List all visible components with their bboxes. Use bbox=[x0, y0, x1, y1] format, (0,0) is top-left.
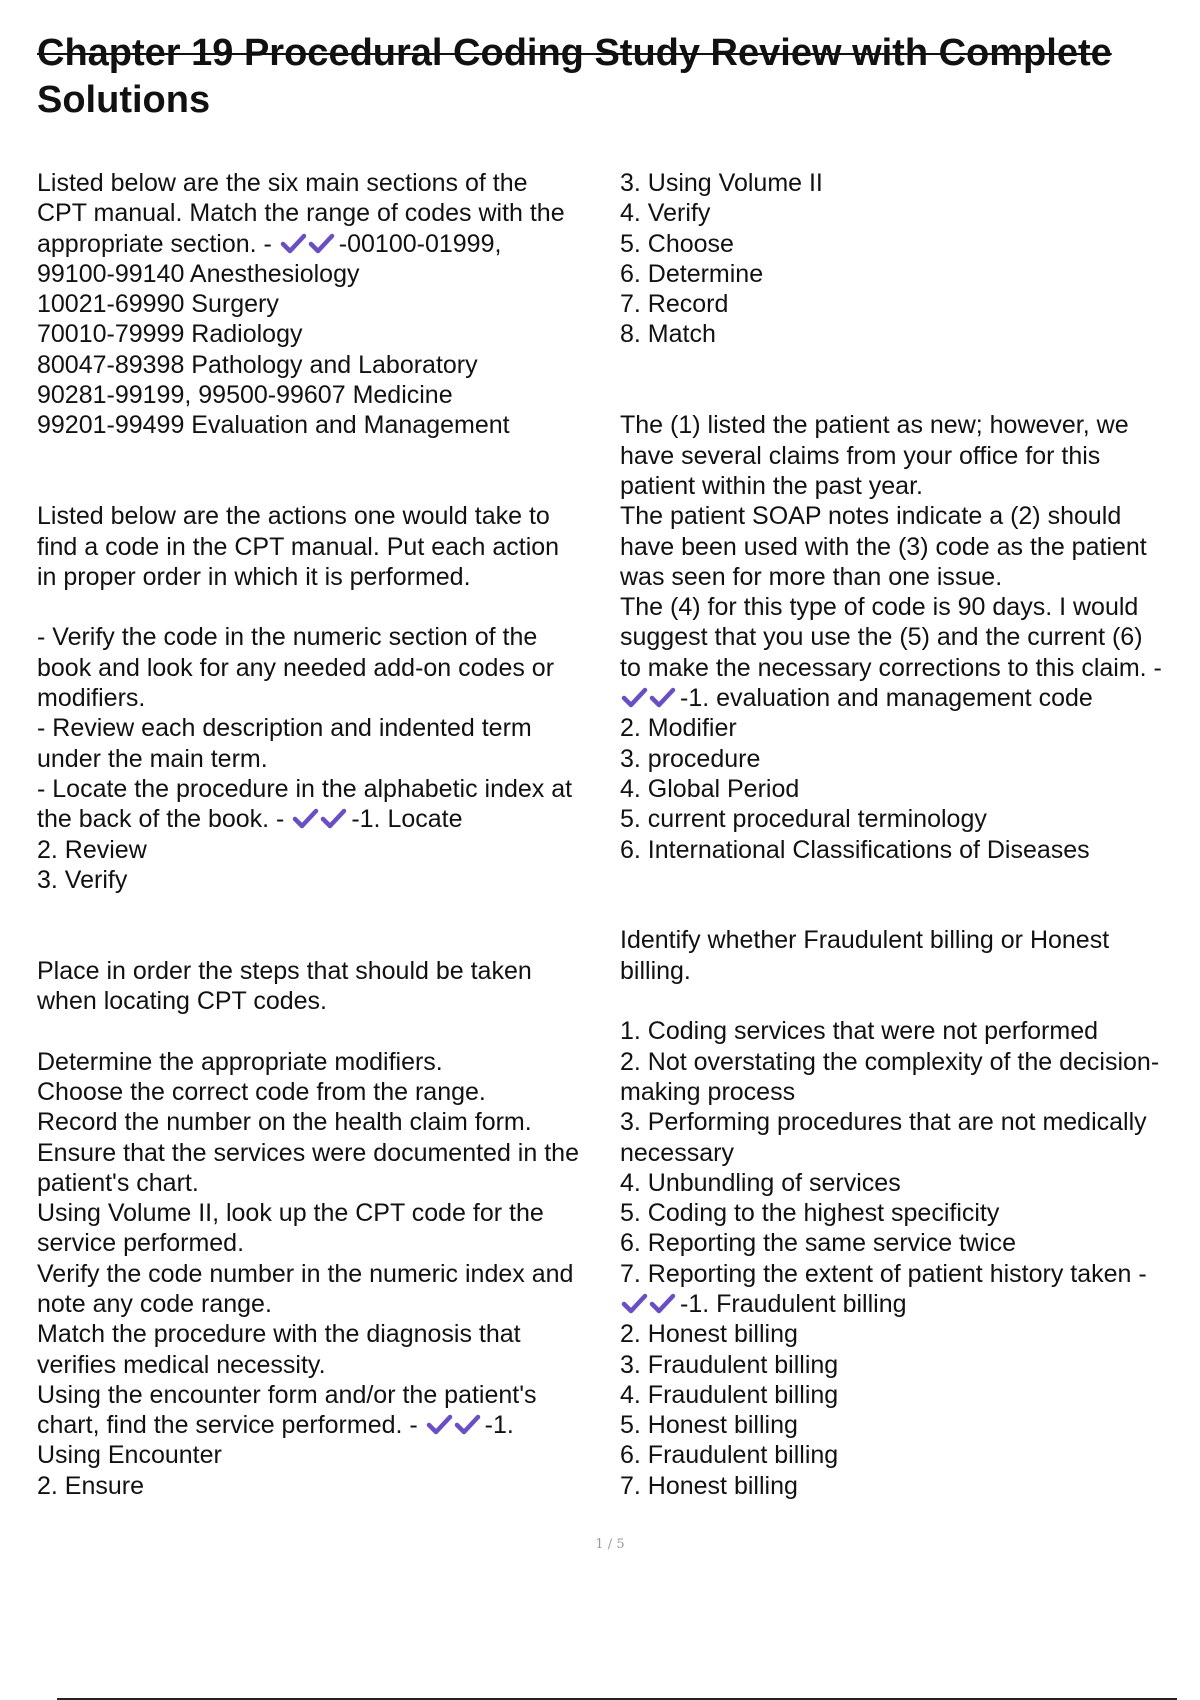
answer-text: 90281-99199, 99500-99607 Medicine bbox=[37, 381, 453, 410]
answer-text: -1. evaluation and management code bbox=[680, 684, 1093, 713]
question-text: Match the procedure with the diagnosis that bbox=[37, 1320, 521, 1349]
title-rest: Solutions bbox=[37, 79, 211, 121]
answer-text: 4. Verify bbox=[620, 199, 711, 228]
question-text: service performed. bbox=[37, 1229, 245, 1258]
question-text: the back of the book. - bbox=[37, 805, 292, 834]
question-text: patient's chart. bbox=[37, 1168, 199, 1197]
answer-text: 5. current procedural terminology bbox=[620, 805, 987, 834]
question-text: have been used with the (3) code as the patient bbox=[620, 532, 1147, 561]
spacer bbox=[37, 441, 607, 471]
question-text: chart, find the service performed. - bbox=[37, 1411, 425, 1440]
answer-text: 6. International Classifications of Diseases bbox=[620, 835, 1090, 864]
right-column bbox=[620, 168, 1190, 1501]
answer-text: 3. Verify bbox=[37, 865, 128, 894]
question-text: have several claims from your office for this bbox=[620, 441, 1101, 470]
answer-text: 7. Honest billing bbox=[620, 1471, 798, 1500]
question-text: patient within the past year. bbox=[620, 471, 923, 500]
question-text: - Verify the code in the numeric section of the bbox=[37, 623, 538, 652]
answer-text: 6. Fraudulent billing bbox=[620, 1441, 839, 1470]
answer-text: 2. Ensure bbox=[37, 1471, 145, 1500]
answer-text: 4. Fraudulent billing bbox=[620, 1380, 839, 1409]
question-text: Listed below are the six main sections of the bbox=[37, 169, 528, 197]
answer-text: 99100-99140 Anesthesiology bbox=[37, 259, 360, 288]
question-text: in proper order in which it is performed. bbox=[37, 562, 471, 591]
question-text: Record the number on the health claim form. bbox=[37, 1108, 532, 1137]
spacer bbox=[620, 865, 1190, 895]
question-text: 3. Performing procedures that are not medically bbox=[620, 1108, 1147, 1137]
answer-text: 70010-79999 Radiology bbox=[37, 320, 303, 349]
question-text: Using Volume II, look up the CPT code for the bbox=[37, 1199, 544, 1228]
question-text: suggest that you use the (5) and the current (6) bbox=[620, 623, 1143, 652]
answer-text: -00100-01999, bbox=[338, 229, 502, 258]
question-text: Determine the appropriate modifiers. bbox=[37, 1047, 443, 1076]
question-text: 4. Unbundling of services bbox=[620, 1168, 901, 1197]
double-check-icon bbox=[280, 230, 338, 256]
question-text: appropriate section. - bbox=[37, 229, 279, 258]
answer-text: -1. bbox=[484, 1411, 514, 1440]
answer-text: 80047-89398 Pathology and Laboratory bbox=[37, 350, 478, 379]
answer-line bbox=[620, 1289, 1190, 1319]
answer-line bbox=[620, 683, 1190, 713]
double-check-icon bbox=[621, 1290, 679, 1316]
question-text: necessary bbox=[620, 1138, 734, 1167]
question-text: 2. Not overstating the complexity of the decision- bbox=[620, 1047, 1160, 1076]
spacer bbox=[37, 925, 607, 955]
question-text: to make the necessary corrections to this claim. - bbox=[620, 653, 1162, 682]
document-title bbox=[37, 30, 1177, 124]
question-text: Place in order the steps that should be taken bbox=[37, 956, 532, 985]
spacer bbox=[620, 350, 1190, 380]
question-text: 6. Reporting the same service twice bbox=[620, 1229, 1017, 1258]
question-text: CPT manual. Match the range of codes with the bbox=[37, 199, 565, 228]
question-text: 1. Coding services that were not performed bbox=[620, 1017, 1099, 1046]
answer-text: 5. Honest billing bbox=[620, 1411, 798, 1440]
double-check-icon bbox=[426, 1411, 484, 1437]
answer-text: -1. Locate bbox=[351, 805, 463, 834]
answer-text: 4. Global Period bbox=[620, 774, 800, 803]
blank-line bbox=[37, 592, 607, 622]
answer-text: Using Encounter bbox=[37, 1441, 222, 1470]
spacer bbox=[620, 380, 1190, 410]
question-text: Listed below are the actions one would take to bbox=[37, 502, 550, 531]
double-check-icon bbox=[292, 805, 350, 831]
question-text: Verify the code number in the numeric index and bbox=[37, 1259, 574, 1288]
answer-text: 6. Determine bbox=[620, 259, 764, 288]
question-text: 5. Coding to the highest specificity bbox=[620, 1199, 1000, 1228]
question-text: Ensure that the services were documented in the bbox=[37, 1138, 579, 1167]
answer-text: 7. Record bbox=[620, 290, 729, 319]
question-text: The patient SOAP notes indicate a (2) should bbox=[620, 502, 1122, 531]
blank-line bbox=[620, 986, 1190, 1016]
question-text: find a code in the CPT manual. Put each action bbox=[37, 532, 560, 561]
answer-text: 2. Honest billing bbox=[620, 1320, 798, 1349]
answer-text: 99201-99499 Evaluation and Management bbox=[37, 411, 510, 440]
question-text: Identify whether Fraudulent billing or Honest bbox=[620, 926, 1110, 955]
question-text: billing. bbox=[620, 956, 691, 985]
blank-line bbox=[37, 1016, 607, 1046]
answer-text: 5. Choose bbox=[620, 229, 734, 258]
spacer bbox=[37, 895, 607, 925]
question-text: was seen for more than one issue. bbox=[620, 562, 1003, 591]
question-text: verifies medical necessity. bbox=[37, 1350, 326, 1379]
question-text: The (1) listed the patient as new; however, we bbox=[620, 411, 1129, 440]
answer-text: 3. procedure bbox=[620, 744, 761, 773]
question-text: note any code range. bbox=[37, 1289, 272, 1318]
question-text: - Review each description and indented term bbox=[37, 714, 532, 743]
question-text: 7. Reporting the extent of patient history taken - bbox=[620, 1259, 1147, 1288]
question-text: Using the encounter form and/or the patient's bbox=[37, 1380, 537, 1409]
question-text: when locating CPT codes. bbox=[37, 987, 327, 1016]
question-text: Choose the correct code from the range. bbox=[37, 1077, 486, 1106]
title-strikethrough: Chapter 19 Procedural Coding Study Review with Complete bbox=[37, 32, 1112, 74]
answer-text: 2. Review bbox=[37, 835, 147, 864]
question-text: modifiers. bbox=[37, 684, 146, 713]
question-text: under the main term. bbox=[37, 744, 268, 773]
answer-text: 8. Match bbox=[620, 320, 716, 349]
answer-text: 2. Modifier bbox=[620, 714, 737, 743]
answer-text: 3. Fraudulent billing bbox=[620, 1350, 839, 1379]
answer-line bbox=[37, 229, 607, 259]
answer-line bbox=[37, 1410, 607, 1440]
answer-line bbox=[37, 804, 607, 834]
question-text: - Locate the procedure in the alphabetic index at bbox=[37, 774, 573, 803]
answer-text: -1. Fraudulent billing bbox=[680, 1289, 907, 1318]
page-number: 1 / 5 bbox=[595, 1537, 625, 1552]
question-text: making process bbox=[620, 1077, 796, 1106]
answer-text: 3. Using Volume II bbox=[620, 169, 823, 197]
double-check-icon bbox=[621, 684, 679, 710]
question-text: book and look for any needed add-on codes or bbox=[37, 653, 555, 682]
spacer bbox=[37, 471, 607, 501]
left-column bbox=[37, 168, 607, 1501]
spacer bbox=[620, 895, 1190, 925]
answer-text: 10021-69990 Surgery bbox=[37, 290, 279, 319]
question-text: The (4) for this type of code is 90 days. I would bbox=[620, 593, 1139, 622]
